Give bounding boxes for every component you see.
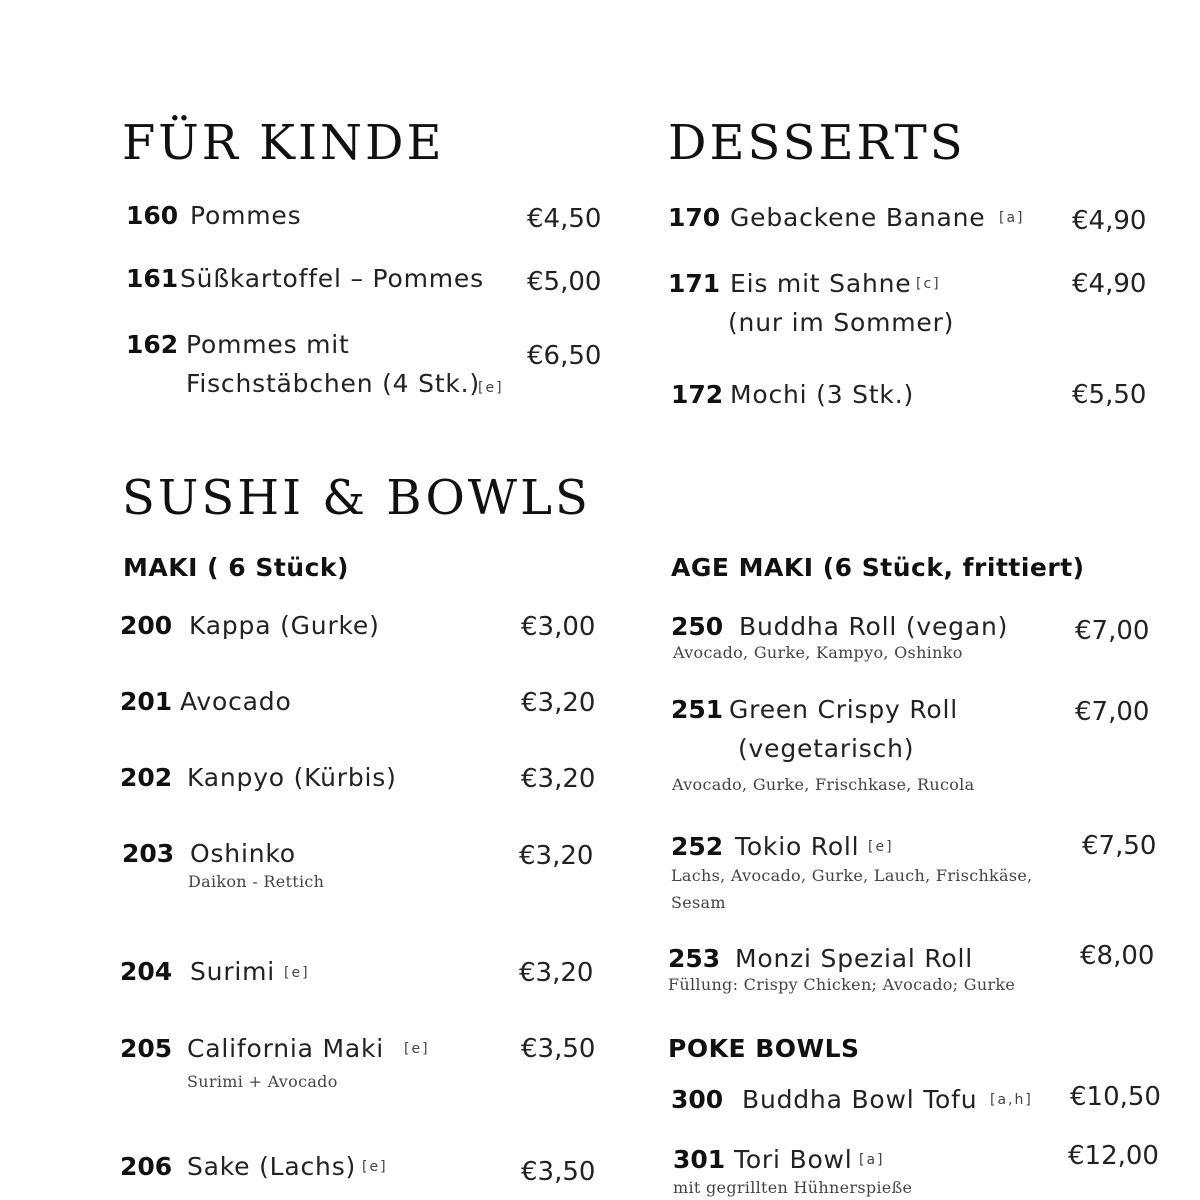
item-description: Füllung: Crispy Chicken; Avocado; Gurke (668, 975, 1016, 994)
item-name-continued: (nur im Sommer) (728, 308, 955, 337)
item-number: 301 (673, 1145, 726, 1174)
item-number: 160 (126, 201, 179, 230)
item-description-continued: Sesam (671, 893, 726, 912)
item-name: Buddha Bowl Tofu (742, 1085, 978, 1114)
item-name: Oshinko (190, 839, 296, 868)
item-name: Gebackene Banane (730, 203, 986, 232)
item-price: €3,00 (521, 612, 596, 642)
item-description: Surimi + Avocado (187, 1072, 338, 1091)
item-price: €3,20 (521, 764, 596, 794)
item-price: €12,00 (1068, 1141, 1159, 1171)
item-name: Tokio Roll (735, 832, 860, 861)
item-price: €8,00 (1080, 941, 1155, 971)
item-description: Daikon - Rettich (188, 872, 325, 891)
item-number: 252 (671, 832, 724, 861)
item-number: 162 (126, 330, 179, 359)
item-name: Kanpyo (Kürbis) (187, 763, 397, 792)
allergen-tag: [e] (404, 1041, 430, 1057)
item-name: Kappa (Gurke) (189, 611, 380, 640)
item-price: €6,50 (527, 341, 602, 371)
allergen-tag: [a,h] (990, 1092, 1033, 1108)
item-number: 202 (120, 763, 173, 792)
item-name: Süßkartoffel – Pommes (180, 264, 484, 293)
item-description: Lachs, Avocado, Gurke, Lauch, Frischkäse, (671, 866, 1033, 885)
section-title-sushi: SUSHI & BOWLS (122, 470, 591, 526)
allergen-tag: [c] (916, 276, 941, 292)
item-number: 253 (668, 944, 721, 973)
section-title-desserts: DESSERTS (668, 115, 966, 171)
item-name: Pommes mit (186, 330, 350, 359)
item-name: Sake (Lachs) (187, 1152, 357, 1181)
item-price: €5,50 (1072, 380, 1147, 410)
subsection-title-poke-bowls: POKE BOWLS (668, 1034, 860, 1063)
item-number: 161 (126, 264, 179, 293)
item-price: €3,20 (519, 958, 594, 988)
item-name-continued: Fischstäbchen (4 Stk.) (186, 369, 480, 398)
allergen-tag: [a] (999, 210, 1025, 226)
item-number: 204 (120, 957, 173, 986)
item-number: 300 (671, 1085, 724, 1114)
item-number: 200 (120, 611, 173, 640)
item-price: €3,20 (521, 688, 596, 718)
item-price: €4,90 (1072, 269, 1147, 299)
item-number: 170 (668, 203, 721, 232)
allergen-tag: [a] (859, 1152, 885, 1168)
item-name: Surimi (190, 957, 276, 986)
item-price: €3,50 (521, 1034, 596, 1064)
item-name: California Maki (187, 1034, 384, 1063)
item-price: €4,50 (527, 204, 602, 234)
item-name: Eis mit Sahne (730, 269, 912, 298)
item-price: €4,90 (1072, 206, 1147, 236)
item-name: Green Crispy Roll (729, 695, 959, 724)
item-number: 206 (120, 1152, 173, 1181)
item-name: Monzi Spezial Roll (735, 944, 973, 973)
item-description: mit gegrillten Hühnerspieße (673, 1178, 913, 1197)
item-name: Tori Bowl (734, 1145, 853, 1174)
item-name: Buddha Roll (vegan) (739, 612, 1009, 641)
item-name: Pommes (190, 201, 302, 230)
item-number: 171 (668, 269, 721, 298)
allergen-tag: [e] (284, 965, 310, 981)
item-description: Avocado, Gurke, Kampyo, Oshinko (673, 643, 963, 662)
item-price: €7,00 (1075, 697, 1150, 727)
item-number: 203 (122, 839, 175, 868)
item-number: 172 (671, 380, 724, 409)
item-name-continued: (vegetarisch) (738, 734, 915, 763)
allergen-tag: [e] (868, 839, 894, 855)
allergen-tag: [e] (362, 1159, 388, 1175)
item-price: €3,50 (521, 1157, 596, 1187)
item-number: 251 (671, 695, 724, 724)
item-price: €7,00 (1075, 616, 1150, 646)
item-price: €10,50 (1070, 1082, 1161, 1112)
section-title-kinder: FÜR KINDE (122, 115, 445, 171)
allergen-tag: [e] (478, 380, 504, 396)
item-price: €3,20 (519, 841, 594, 871)
item-name: Avocado (180, 687, 292, 716)
item-name: Mochi (3 Stk.) (730, 380, 915, 409)
item-price: €5,00 (527, 267, 602, 297)
item-number: 201 (120, 687, 173, 716)
subsection-title-maki: MAKI ( 6 Stück) (123, 553, 349, 582)
item-number: 250 (671, 612, 724, 641)
item-price: €7,50 (1082, 831, 1157, 861)
item-number: 205 (120, 1034, 173, 1063)
subsection-title-age-maki: AGE MAKI (6 Stück, frittiert) (671, 553, 1085, 582)
item-description: Avocado, Gurke, Frischkase, Rucola (672, 775, 975, 794)
